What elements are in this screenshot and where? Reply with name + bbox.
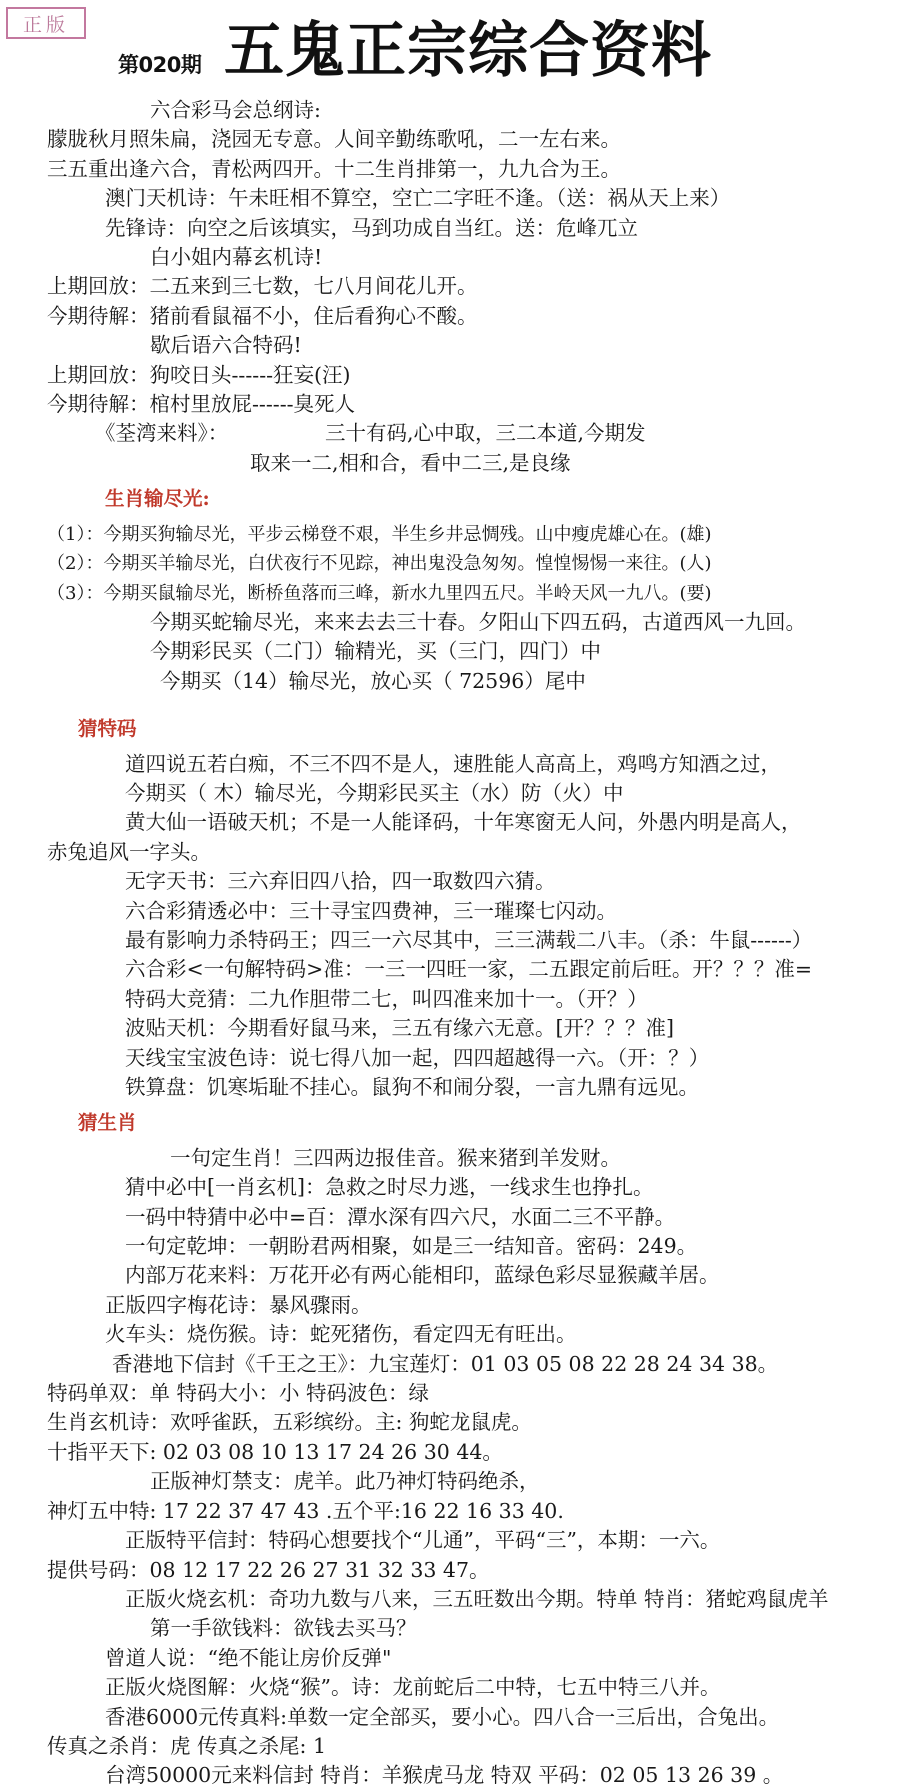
caishengxiao-line-17: 第一手欲钱料：欲钱去买马？ xyxy=(150,1616,417,1641)
caishengxiao-line-13: 神灯五中特: 17 22 37 47 43 .五个平:16 22 16 33 40. xyxy=(47,1498,564,1523)
caitema-line-9: 特码大竞猜：二九作胆带二七，叫四准来加十一。（开？） xyxy=(125,986,648,1011)
caitema-line-12: 铁算盘：饥寒垢耻不挂心。鼠狗不和闹分裂，一言九鼎有远见。 xyxy=(125,1075,699,1099)
bai-miss-heading: 白小姐内幕玄机诗! xyxy=(150,245,323,270)
caishengxiao-line-2: 猜中必中[一肖玄机]：急救之时尽力逃，一线求生也挣扎。 xyxy=(125,1175,654,1200)
caishengxiao-line-14: 正版特平信封：特码心想要找个“儿通”，平码“三”，本期：一六。 xyxy=(125,1528,721,1553)
page-header xyxy=(0,0,900,96)
caitema-line-11: 天线宝宝波色诗：说七得八加一起，四四超越得一六。（开：？） xyxy=(125,1045,710,1070)
section-title-caishengxiao: 猜生肖 xyxy=(78,1111,137,1135)
caitema-line-4: 赤兔追风一字头。 xyxy=(47,839,211,864)
caishengxiao-line-21: 传真之杀肖：虎 传真之杀尾: 1 xyxy=(47,1733,326,1758)
caishengxiao-line-19: 正版火烧图解：火烧“猴”。诗：龙前蛇后二中特，七五中特三八并。 xyxy=(105,1675,721,1700)
caishengxiao-line-18: 曾道人说：“绝不能让房价反弹" xyxy=(105,1645,392,1670)
caitema-line-1: 道四说五若白痴，不三不四不是人，速胜能人高高上，鸡鸣方知酒之过， xyxy=(125,751,781,776)
caishengxiao-line-4: 一句定乾坤：一朝盼君两相聚，如是三一结知音。密码：249。 xyxy=(125,1234,698,1259)
caishengxiao-line-15: 提供号码：08 12 17 22 26 27 31 32 33 47。 xyxy=(47,1557,490,1582)
shengxiao-item-3: （3）：今期买鼠输尽光，断桥鱼落而三峰，新水九里四五尺。半岭天风一九八。(要) xyxy=(47,582,712,604)
general-poem-line-2: 三五重出逢六合，青松两四开。十二生肖排第一，九九合为王。 xyxy=(47,156,621,181)
caishengxiao-line-1: 一句定生肖！三四两边报佳音。猴来猪到羊发财。 xyxy=(170,1145,621,1170)
caitema-line-7: 最有影响力杀特码王；四三一六尽其中，三三满载二八丰。（杀：牛鼠------） xyxy=(125,927,813,952)
shengxiao-item-2: （2）：今期买羊输尽光，白伏夜行不见踪，神出鬼没急匆匆。惶惶惕惕一来往。(人) xyxy=(47,553,712,575)
shengxiao-item-4: 今期买蛇输尽光，来来去去三十春。夕阳山下四五码，古道西风一九回。 xyxy=(150,609,806,634)
caitema-line-10: 波贴天机：今期看好鼠马来，三五有缘六无意。[开？？？准] xyxy=(125,1016,674,1041)
caishengxiao-line-9: 特码单双：单 特码大小：小 特码波色：绿 xyxy=(47,1381,430,1406)
caishengxiao-line-3: 一码中特猜中必中=百：潭水深有四六尺，水面二三不平静。 xyxy=(125,1204,676,1229)
caishengxiao-line-20: 香港6000元传真料:单数一定全部买，要小心。四八合一三后出，合兔出。 xyxy=(105,1704,780,1729)
caitema-line-3: 黄大仙一语破天机；不是一人能译码，十年寒窗无人问，外愚内明是高人， xyxy=(125,810,802,835)
caitema-line-6: 六合彩猜透必中：三十寻宝四费神，三一璀璨七闪动。 xyxy=(125,898,617,923)
section-title-caitema: 猜特码 xyxy=(78,717,137,741)
bai-miss-current: 今期待解：猪前看鼠福不小，住后看狗心不酸。 xyxy=(47,303,478,328)
general-poem-line-1: 朦胧秋月照朱扁，浇园无专意。人间辛勤练歌吼，二一左右来。 xyxy=(47,127,621,152)
quanwan-line-2: 取来一二,相和合，看中二三,是良缘 xyxy=(250,450,571,475)
caishengxiao-line-7: 火车头：烧伤猴。诗：蛇死猪伤，看定四无有旺出。 xyxy=(105,1322,577,1347)
caishengxiao-line-22: 台湾50000元来料信封 特肖：羊猴虎马龙 特双 平码：02 05 13 26 39 。 xyxy=(105,1763,784,1788)
caishengxiao-line-16: 正版火烧玄机：奇功九数与八来，三五旺数出今期。特单 特肖：猪蛇鸡鼠虎羊 xyxy=(125,1586,829,1611)
shengxiao-item-5: 今期彩民买（二门）输精光，买（三门，四门）中 xyxy=(150,639,601,664)
caitema-line-2: 今期买（ 木）输尽光，今期彩民买主（水）防（火）中 xyxy=(125,780,624,805)
vanguard-poem: 先锋诗：向空之后该填实，马到功成自当红。送：危峰兀立 xyxy=(105,215,638,240)
caishengxiao-line-12: 正版神灯禁支：虎羊。此乃神灯特码绝杀， xyxy=(150,1469,540,1494)
shengxiao-item-6: 今期买（14）输尽光，放心买（ 72596）尾中 xyxy=(160,668,586,693)
xiehouyu-heading: 歇后语六合特码! xyxy=(150,333,302,358)
caishengxiao-line-10: 生肖玄机诗：欢呼雀跃，五彩缤纷。主: 狗蛇龙鼠虎。 xyxy=(47,1410,532,1435)
authentic-badge: 正版 xyxy=(6,7,86,39)
document-body xyxy=(0,96,900,1791)
quanwan-label: 《荃湾来料》： xyxy=(95,421,229,446)
issue-number: 第020期 xyxy=(118,53,202,77)
caitema-line-8: 六合彩<一句解特码>准：一三一四旺一家，二五跟定前后旺。开？？？准= xyxy=(125,957,813,982)
bai-miss-previous: 上期回放：二五来到三七数，七八月间花儿开。 xyxy=(47,274,478,299)
caishengxiao-line-8: 香港地下信封《千王之王》：九宝莲灯：01 03 05 08 22 28 24 34 38。 xyxy=(112,1351,779,1376)
xiehouyu-previous: 上期回放：狗咬日头------狂妄(汪) xyxy=(47,362,351,387)
caitema-line-5: 无字天书：三六弃旧四八拾，四一取数四六猜。 xyxy=(125,869,556,894)
shengxiao-item-1: （1）：今期买狗输尽光，平步云梯登不艰，半生乡井忌惆残。山中瘦虎雄心在。(雄) xyxy=(47,523,712,545)
caishengxiao-line-11: 十指平天下: 02 03 08 10 13 17 24 26 30 44。 xyxy=(47,1439,503,1464)
xiehouyu-current: 今期待解：棺村里放屁------臭死人 xyxy=(47,392,356,417)
macau-poem: 澳门天机诗：午未旺相不算空，空亡二字旺不逢。（送：祸从天上来） xyxy=(105,186,731,211)
quanwan-row-1 xyxy=(0,419,900,448)
page-title: 五鬼正宗综合资料 xyxy=(224,16,712,86)
caishengxiao-line-6: 正版四字梅花诗：暴风骤雨。 xyxy=(105,1292,372,1317)
general-poem-heading: 六合彩马会总纲诗: xyxy=(150,98,321,122)
section-title-shengxiao: 生肖输尽光: xyxy=(105,487,210,511)
quanwan-line-1: 三十有码,心中取，三二本道,今期发 xyxy=(325,421,646,446)
caishengxiao-line-5: 内部万花来料：万花开必有两心能相印，蓝绿色彩尽显猴藏羊居。 xyxy=(125,1263,720,1288)
